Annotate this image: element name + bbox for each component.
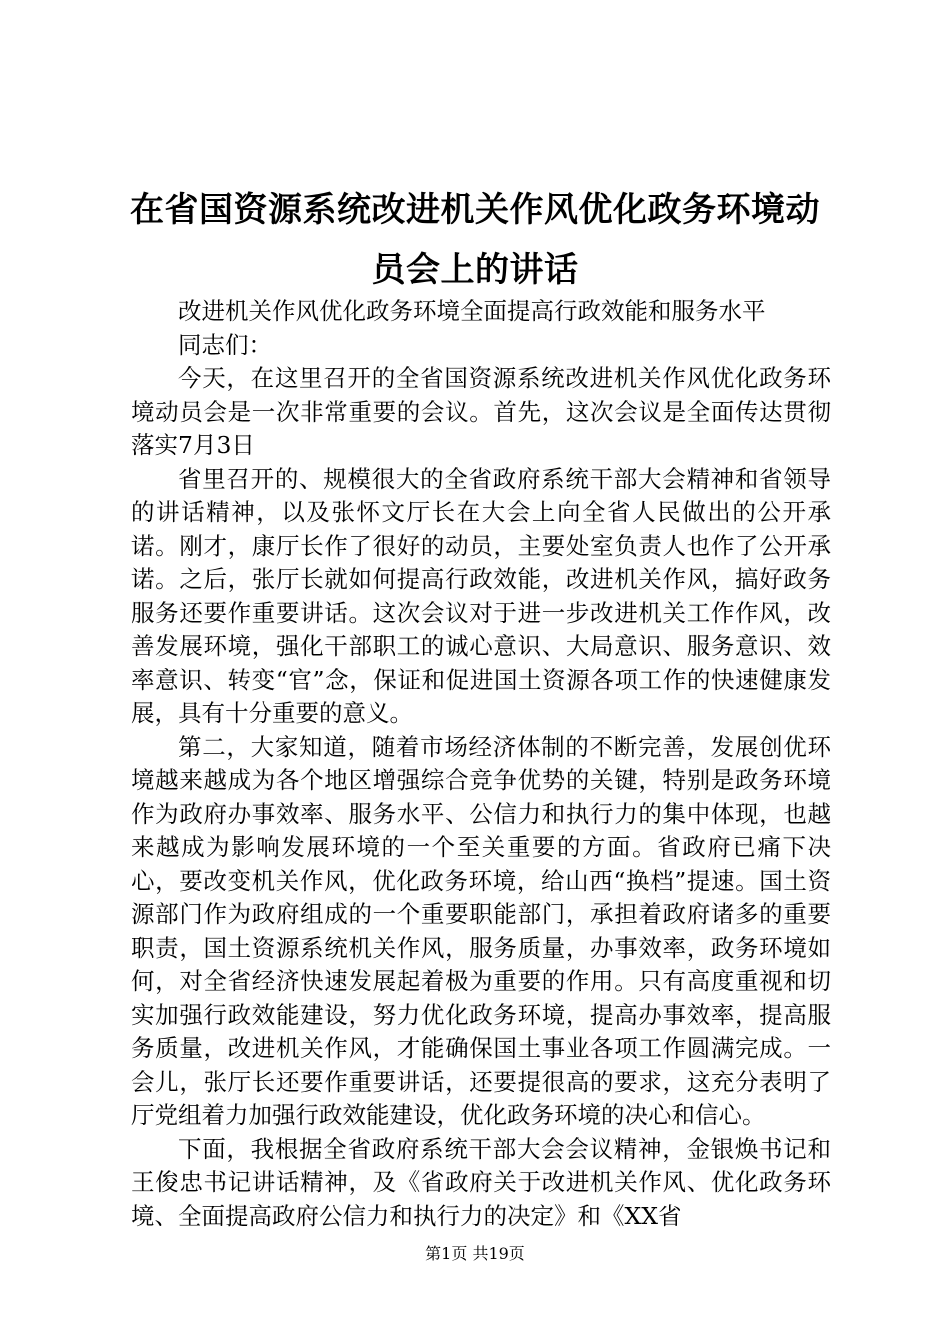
page-number-footer: 第1页 共19页 xyxy=(425,1244,525,1263)
salutation-paragraph: 同志们： xyxy=(178,330,272,359)
body-paragraph: 第二，大家知道，随着市场经济体制的不断完善，发展创优环境越来越成为各个地区增强综合竞争优势的关键，特别是政务环境作为政府办事效率、服务水平、公信力和执行力的集中体现，也越来越成为影响发展环境的一个至关重要的方面。省政府已痛下决心，要改变机关作风，优化政务环境，给山西“换档”提速。国土资源部门作为政府组成的一个重要职能部门，承担着政府诸多的重要职责，国土资源系统机关作风，服务质量，办事效率，政务环境如何，对全省经济快速发展起着极为重要的作用。只有高度重视和切实加强行政效能建设，努力优化政务环境，提高办事效率，提高服务质量，改进机关作风，才能确保国土事业各项工作圆满完成。一会儿，张厅长还要作重要讲话，还要提很高的要求，这充分表明了厅党组着力加强行政效能建设，优化政务环境的决心和信心。 xyxy=(131,732,831,1129)
body-paragraph: 下面，我根据全省政府系统干部大会会议精神，金银焕书记和王俊忠书记讲话精神，及《省政府关于改进机关作风、优化政务环境、全面提高政府公信力和执行力的决定》和《XX省 xyxy=(131,1134,831,1230)
subtitle-paragraph: 改进机关作风优化政务环境全面提高行政效能和服务水平 xyxy=(178,297,766,325)
body-paragraph: 省里召开的、规模很大的全省政府系统干部大会精神和省领导的讲话精神，以及张怀文厅长在大会上向全省人民做出的公开承诺。刚才，康厅长作了很好的动员，主要处室负责人也作了公开承诺。之后，张厅长就如何提高行政效能，改进机关作风，搞好政务服务还要作重要讲话。这次会议对于进一步改进机关工作作风，改善发展环境，强化干部职工的诚心意识、大局意识、服务意识、效率意识、转变“官”念，保证和促进国土资源各项工作的快速健康发展，具有十分重要的意义。 xyxy=(131,464,831,727)
document-body xyxy=(131,295,831,1233)
document-title-line-2: 员会上的讲话 xyxy=(371,250,579,290)
document-title-line-1: 在省国资源系统改进机关作风优化政务环境动 xyxy=(130,190,820,230)
body-paragraph: 今天，在这里召开的全省国资源系统改进机关作风优化政务环境动员会是一次非常重要的会议。首先，这次会议是全面传达贯彻落实7月3日 xyxy=(131,364,831,459)
